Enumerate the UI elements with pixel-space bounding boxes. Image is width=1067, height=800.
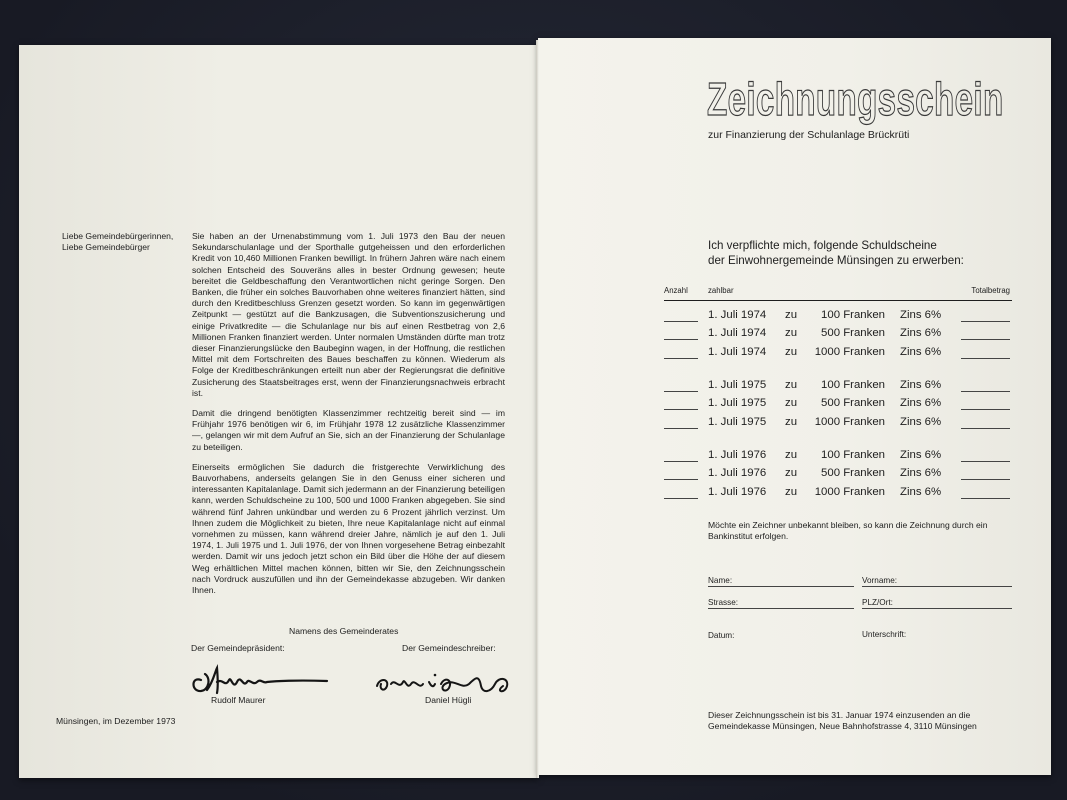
vorname-field[interactable] xyxy=(862,576,1012,585)
bond-amount: 500 Franken xyxy=(821,397,885,409)
form-title: Zeichnungsschein xyxy=(707,73,1004,125)
page-fold xyxy=(536,40,539,778)
vorname-line[interactable] xyxy=(862,586,1012,587)
datum-field[interactable] xyxy=(708,631,854,640)
payment-date: 1. Juli 1974 xyxy=(708,327,767,339)
secretary-role: Der Gemeindeschreiber: xyxy=(402,643,496,653)
table-row xyxy=(664,327,1012,343)
table-row xyxy=(664,309,1012,325)
payment-date: 1. Juli 1974 xyxy=(708,309,767,321)
bond-amount: 1000 Franken xyxy=(814,346,885,358)
interest-rate: Zins 6% xyxy=(900,486,942,498)
salutation-line: Liebe Gemeindebürgerinnen, xyxy=(62,231,174,241)
name-line[interactable] xyxy=(708,586,854,587)
total-field[interactable] xyxy=(961,479,1010,480)
interest-rate: Zins 6% xyxy=(900,346,942,358)
payment-date: 1. Juli 1975 xyxy=(708,397,767,409)
secretary-signature xyxy=(375,668,530,698)
strasse-field[interactable] xyxy=(708,598,854,607)
pledge-statement xyxy=(708,238,964,268)
place-and-date: Münsingen, im Dezember 1973 xyxy=(56,716,176,726)
zu-label: zu xyxy=(785,309,798,321)
table-row xyxy=(664,467,1012,483)
payment-date: 1. Juli 1975 xyxy=(708,379,767,391)
table-row xyxy=(664,416,1012,432)
interest-rate: Zins 6% xyxy=(900,397,942,409)
president-role: Der Gemeindepräsident: xyxy=(191,643,285,653)
letter-paragraph: Einerseits ermöglichen Sie dadurch die fristgerechte Verwirklichung des Bauvorhabens, anderseits gelangen Sie in den Genuss einer sicheren und interessanten Kapitalanlage. Damit sich jedermann an der Finanzierung beteiligen kann, werden Schuldscheine zu 100, 500 und 1000 Franken abgegeben. Sie sind während fünf Jahren unkündbar und werden zu 6 Prozent jährlich verzinst. Um Ihnen zudem die Möglichkeit zu bieten, Ihre neue Kapitalanlage nicht auf einmal vornehmen zu müssen, kann während dreier Jahre, nämlich je auf den 1. Juli 1974, 1. Juli 1975 und 1. Juli 1976, der von Ihnen vorgesehene Betrag einbezahlt werden. Damit wir uns jedoch jetzt schon ein Bild über die Höhe der auf diesem Weg erhältlichen Mittel machen können, bitten wir Sie, den Zeichnungsschein nach Vordruck auszufüllen und ihn der Gemeindekasse abzugeben. Wir danken Ihnen. xyxy=(192,461,505,596)
datum-label: Datum: xyxy=(708,631,735,640)
signature-label: Unterschrift: xyxy=(862,630,907,639)
bond-amount: 1000 Franken xyxy=(814,486,885,498)
zu-label: zu xyxy=(785,416,798,428)
quantity-field[interactable] xyxy=(664,339,698,340)
letter-paragraph: Sie haben an der Urnenabstimmung vom 1. Juli 1973 den Bau der neuen Sekundarschulanlage und der Sporthalle gutgeheissen und den erforderlichen Kredit von 10,460 Millionen Franken bewilligt. In frühern Jahren wäre nach einem solchen Entscheid des Souveräns alles in bester Ordnung gewesen; heute bereitet die Geldbeschaffung den Verantwortlichen nicht geringe Sorgen. Den Banken, die früher ein solches Bauvorhaben ohne weiteres finanziert hätten, sind durch den Kreditbeschluss Grenzen gesetzt worden. So kann im gegenwärtigen Zeitpunkt — gestützt auf die Bankzusagen, die Subventionszusicherung und einige Privatkredite — die Schulanlage nur bis auf einen Restbetrag von 2,6 Millionen Franken finanziert werden. Unter normalen Umständen dürfte man trotz dieser Finanzierungslücke den Baubeginn wagen, in der Hoffnung, die restlichen Mittel mit dem Fortschreiten des Baues beschaffen zu können. Wiederum als Folge der Kreditbeschränkungen erteilt nun aber der Regierungsrat die definitive Zusicherung des Staatsbeitrages erst, wenn der Finanzierungsnachweis erbracht ist. xyxy=(192,231,505,398)
zu-label: zu xyxy=(785,486,798,498)
quantity-field[interactable] xyxy=(664,428,698,429)
president-signature xyxy=(187,660,332,700)
form-subtitle: zur Finanzierung der Schulanlage Brückrüti xyxy=(708,129,910,141)
payment-date: 1. Juli 1974 xyxy=(708,346,767,358)
zu-label: zu xyxy=(785,327,798,339)
plz-field[interactable] xyxy=(862,598,1012,607)
bond-amount: 100 Franken xyxy=(821,449,885,461)
quantity-field[interactable] xyxy=(664,498,698,499)
president-name: Rudolf Maurer xyxy=(211,695,266,705)
header-zahlbar: zahlbar xyxy=(708,286,734,295)
quantity-field[interactable] xyxy=(664,321,698,322)
quantity-field[interactable] xyxy=(664,358,698,359)
total-field[interactable] xyxy=(961,428,1010,429)
bond-amount: 500 Franken xyxy=(821,327,885,339)
letter-body xyxy=(192,231,505,605)
zu-label: zu xyxy=(785,449,798,461)
anonymity-note: Möchte ein Zeichner unbekannt bleiben, so kann die Zeichnung durch ein Bankinstitut erfolgen. xyxy=(708,520,988,542)
payment-date: 1. Juli 1976 xyxy=(708,486,767,498)
plz-label: PLZ/Ort: xyxy=(862,598,893,607)
pledge-line: der Einwohnergemeinde Münsingen zu erwerben: xyxy=(708,254,964,267)
table-row xyxy=(664,397,1012,413)
payment-date: 1. Juli 1976 xyxy=(708,467,767,479)
payment-date: 1. Juli 1975 xyxy=(708,416,767,428)
strasse-line[interactable] xyxy=(708,608,854,609)
table-row xyxy=(664,346,1012,362)
strasse-label: Strasse: xyxy=(708,598,739,607)
zu-label: zu xyxy=(785,346,798,358)
quantity-field[interactable] xyxy=(664,409,698,410)
table-row xyxy=(664,486,1012,502)
total-field[interactable] xyxy=(961,321,1010,322)
letter-paragraph: Damit die dringend benötigten Klassenzimmer rechtzeitig bereit sind — im Frühjahr 1976 benötigen wir 6, im Frühjahr 1978 12 zusätzliche Klassenzimmer —, gelangen wir mit dem Aufruf an Sie, sich an der Finanzierung der Schulanlage zu beteiligen. xyxy=(192,408,505,452)
quantity-field[interactable] xyxy=(664,391,698,392)
submission-deadline: Dieser Zeichnungsschein ist bis 31. Januar 1974 einzusenden an die Gemeindekasse Münsingen, Neue Bahnhofstrasse 4, 3110 Münsingen xyxy=(708,710,977,731)
plz-line[interactable] xyxy=(862,608,1012,609)
bond-amount: 1000 Franken xyxy=(814,416,885,428)
bond-amount: 100 Franken xyxy=(821,309,885,321)
table-header xyxy=(664,285,1012,301)
total-field[interactable] xyxy=(961,409,1010,410)
salutation-line: Liebe Gemeindebürger xyxy=(62,242,150,253)
total-field[interactable] xyxy=(961,498,1010,499)
interest-rate: Zins 6% xyxy=(900,449,942,461)
vorname-label: Vorname: xyxy=(862,576,898,585)
payment-date: 1. Juli 1976 xyxy=(708,449,767,461)
bond-amount: 100 Franken xyxy=(821,379,885,391)
total-field[interactable] xyxy=(961,461,1010,462)
zu-label: zu xyxy=(785,467,798,479)
name-label: Name: xyxy=(708,576,733,585)
signature-field[interactable] xyxy=(862,630,1012,639)
interest-rate: Zins 6% xyxy=(900,379,942,391)
name-field[interactable] xyxy=(708,576,854,585)
quantity-field[interactable] xyxy=(664,461,698,462)
pledge-line: Ich verpflichte mich, folgende Schuldscheine xyxy=(708,239,937,252)
interest-rate: Zins 6% xyxy=(900,327,942,339)
secretary-name: Daniel Hügli xyxy=(425,695,472,705)
interest-rate: Zins 6% xyxy=(900,309,942,321)
interest-rate: Zins 6% xyxy=(900,467,942,479)
zu-label: zu xyxy=(785,379,798,391)
interest-rate: Zins 6% xyxy=(900,416,942,428)
header-totalbetrag: Totalbetrag xyxy=(971,286,1010,295)
bond-amount: 500 Franken xyxy=(821,467,885,479)
total-field[interactable] xyxy=(961,391,1010,392)
quantity-field[interactable] xyxy=(664,479,698,480)
total-field[interactable] xyxy=(961,339,1010,340)
council-line: Namens des Gemeinderates xyxy=(289,626,399,636)
salutation xyxy=(62,231,173,253)
table-row xyxy=(664,379,1012,395)
zu-label: zu xyxy=(785,397,798,409)
table-row xyxy=(664,449,1012,465)
total-field[interactable] xyxy=(961,358,1010,359)
header-anzahl: Anzahl xyxy=(664,286,688,295)
